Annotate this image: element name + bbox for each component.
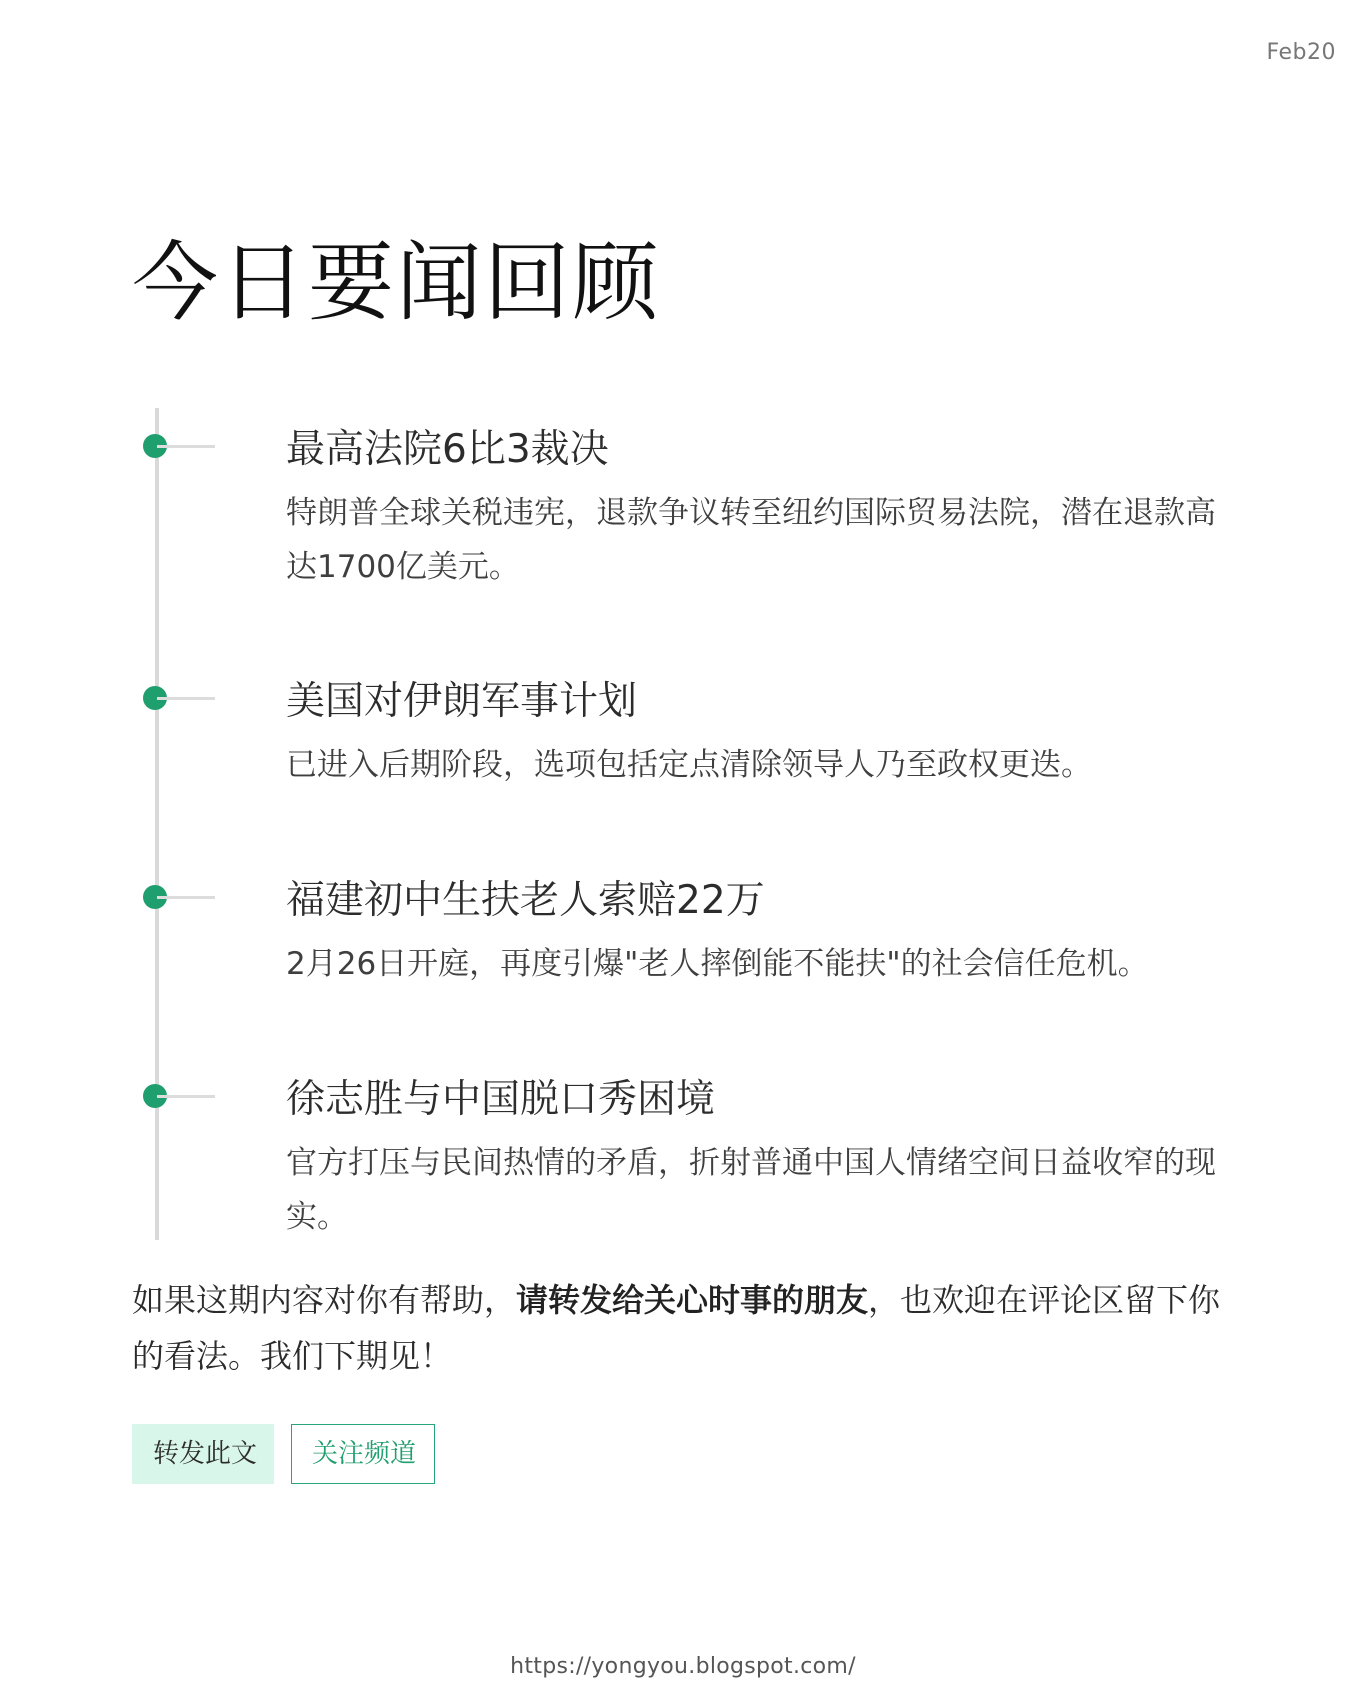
timeline-item-title: 最高法院6比3裁决 — [286, 427, 609, 472]
date-label: Feb20 — [1266, 40, 1336, 65]
timeline-rail — [155, 408, 159, 1240]
timeline-item-title: 美国对伊朗军事计划 — [286, 679, 638, 724]
timeline-connector — [157, 896, 215, 899]
timeline-connector — [157, 445, 215, 448]
follow-channel-button[interactable]: 关注频道 — [291, 1424, 435, 1484]
timeline-item-title: 徐志胜与中国脱口秀困境 — [286, 1077, 716, 1122]
timeline-item-title: 福建初中生扶老人索赔22万 — [286, 878, 765, 923]
closing-text-tail: ，也欢迎在评论区留下你的看法。我们下期见！ — [132, 1281, 1221, 1375]
closing-message — [132, 1272, 1242, 1384]
timeline-item-body: 2月26日开庭，再度引爆"老人摔倒能不能扶"的社会信任危机。 — [286, 946, 1149, 982]
page-title: 今日要闻回顾 — [132, 233, 660, 333]
timeline-connector — [157, 1095, 215, 1098]
footer-url-link[interactable]: https://yongyou.blogspot.com/ — [510, 1654, 856, 1679]
closing-text-lead: 如果这期内容对你有帮助， — [132, 1281, 517, 1319]
share-article-button[interactable]: 转发此文 — [132, 1424, 274, 1484]
timeline-item-body: 官方打压与民间热情的矛盾，折射普通中国人情绪空间日益收窄的现实。 — [286, 1145, 1216, 1235]
timeline-item-body: 特朗普全球关税违宪，退款争议转至纽约国际贸易法院，潜在退款高达1700亿美元。 — [286, 495, 1216, 585]
closing-emphasis: 请转发给关心时事的朋友 — [516, 1281, 869, 1319]
timeline-item-body: 已进入后期阶段，选项包括定点清除领导人乃至政权更迭。 — [286, 747, 1092, 783]
timeline-connector — [157, 697, 215, 700]
